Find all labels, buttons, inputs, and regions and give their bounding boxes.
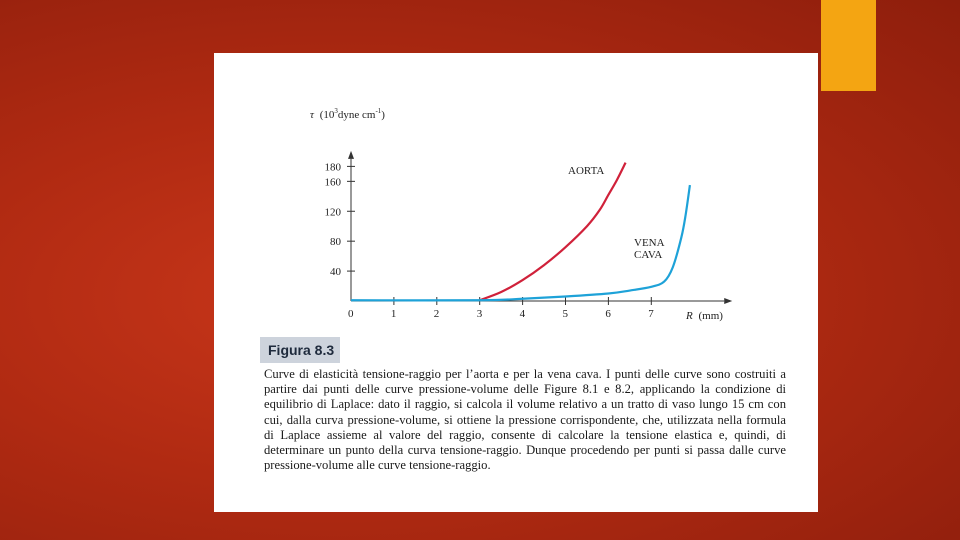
y-axis-arrow [348,151,354,159]
x-tick-label: 0 [348,308,354,320]
y-tick-label: 80 [330,236,341,249]
x-tick-label: 2 [433,308,440,320]
series-label-cava: CAVA [634,249,663,261]
x-tick-label: 5 [562,308,568,320]
x-tick-label: 1 [390,308,397,320]
y-tick-label: 180 [324,161,341,174]
x-tick-label: 3 [476,308,483,320]
figure-label: Figura 8.3 [260,337,340,363]
series-label-vena: VENA [634,237,665,249]
series-line-aorta [480,163,626,301]
figure-caption: Curve di elasticità tensione-raggio per l’aorta e per la vena cava. I punti delle curve sono costruiti a partire dai punti delle curve pressione-volume delle Figure 8.1 e 8.2, applicando la condizione di equilibrio di Laplace: dato il raggio, si calcola il volume relativo a un tratto di vaso lungo 15 cm con cui, dalla curva pressione-volume, si ottiene la pressione corrispondente, che, utilizzata nella formula di Laplace assieme al valore del raggio, consente di calcolare la tensione elastica e, quindi, di determinare un punto della curva tensione-raggio. Dunque procedendo per punti si passa dalle curve pressione-volume alle curve tensione-raggio. [264,367,786,473]
x-axis-label: R (mm) [686,310,723,322]
x-axis-arrow [724,298,732,304]
figure-image [214,53,818,512]
elasticity-chart [214,53,818,333]
accent-block [821,0,876,91]
y-tick-label: 160 [324,176,341,189]
series-label-aorta: AORTA [568,165,605,177]
x-tick-label: 4 [519,308,526,320]
y-tick-label: 40 [330,266,341,279]
y-axis-label: τ ($10^3dyne$ $cm^{-1}$) [310,107,385,121]
y-tick-label: 120 [324,206,341,219]
x-tick-label: 7 [648,308,654,320]
x-tick-label: 6 [605,308,611,320]
